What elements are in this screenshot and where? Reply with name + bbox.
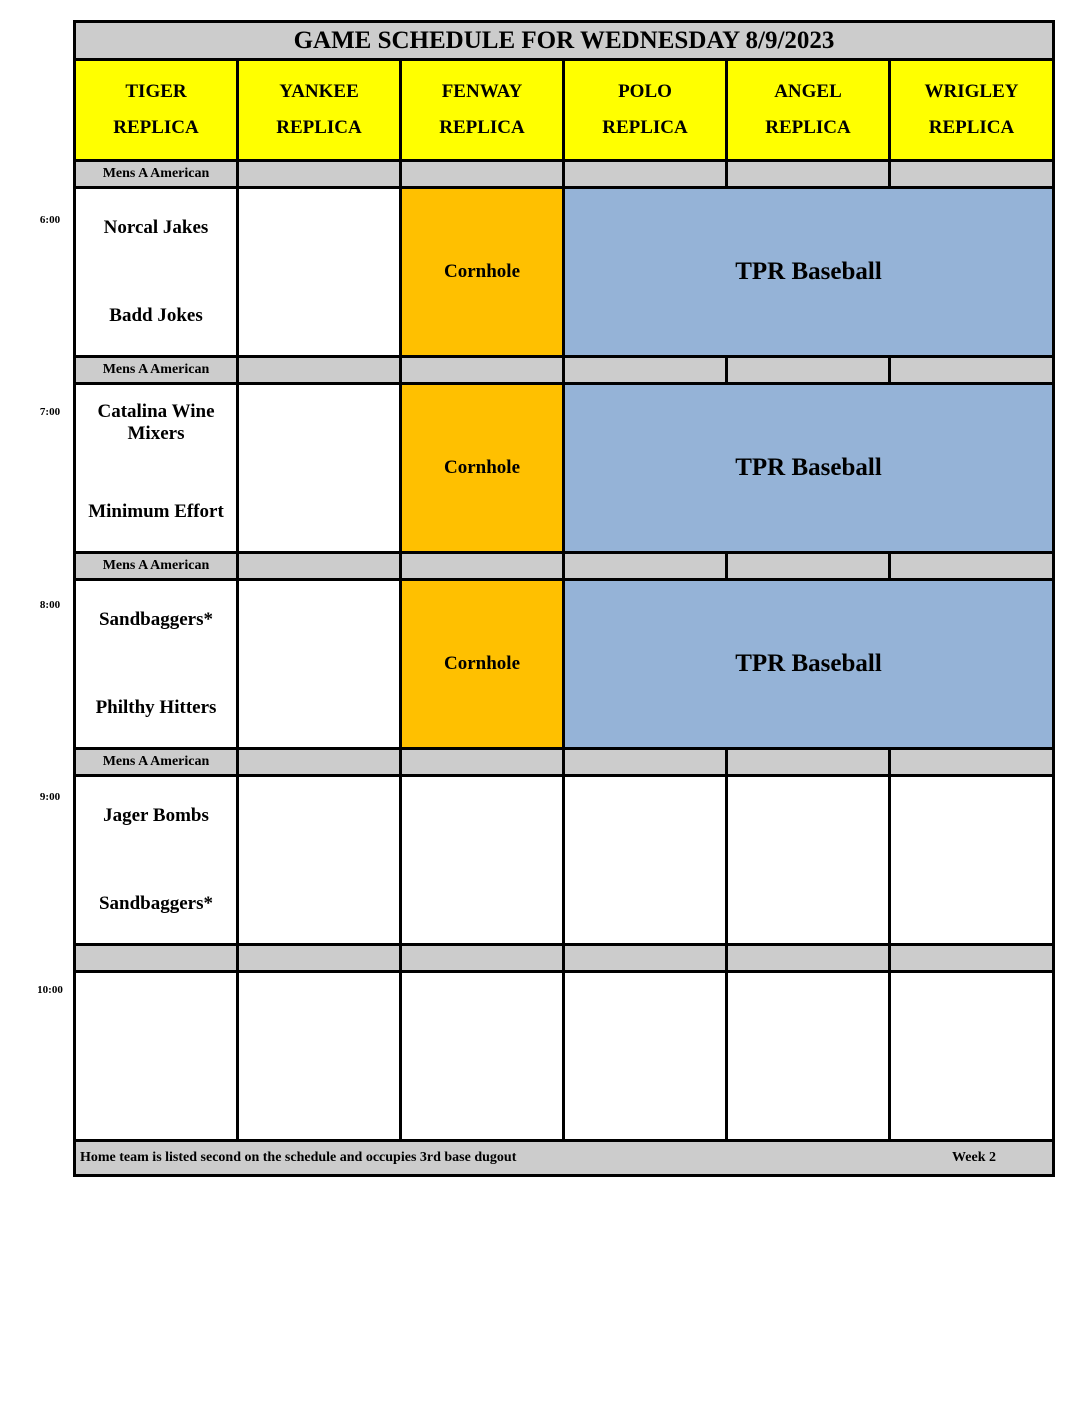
time-label: 7:00	[39, 406, 61, 418]
time-label: 10:00	[37, 984, 63, 996]
field-sub: REPLICA	[602, 117, 688, 138]
field-sub: REPLICA	[765, 117, 851, 138]
field-name: YANKEE	[279, 81, 359, 102]
empty-cell	[565, 777, 728, 943]
home-team: Badd Jokes	[109, 305, 203, 326]
week-label: Week 2	[952, 1150, 996, 1165]
empty-cell	[728, 777, 891, 943]
field-header-fenway	[402, 61, 565, 159]
empty-cell	[728, 973, 891, 1139]
slot-row-8	[76, 581, 1052, 750]
division-label: Mens A American	[76, 358, 239, 382]
away-team: Sandbaggers*	[98, 609, 214, 630]
field-header-angel	[728, 61, 891, 159]
matchup-cell	[76, 581, 239, 747]
slot-row-7	[76, 385, 1052, 554]
slot-row-10	[76, 973, 1052, 1142]
away-team: Norcal Jakes	[103, 217, 209, 238]
away-team: Catalina Wine Mixers	[97, 401, 215, 444]
division-row	[76, 162, 1052, 189]
empty-cell	[239, 777, 402, 943]
field-name: FENWAY	[441, 81, 523, 102]
matchup-cell	[76, 189, 239, 355]
division-label: Mens A American	[76, 750, 239, 774]
time-label: 8:00	[39, 599, 61, 611]
field-name: WRIGLEY	[924, 81, 1019, 102]
field-sub: REPLICA	[928, 117, 1015, 138]
tpr-baseball-cell: TPR Baseball	[565, 581, 1052, 747]
footer-note: Home team is listed second on the schedule and occupies 3rd base dugout	[80, 1150, 517, 1165]
home-team: Philthy Hitters	[95, 697, 217, 718]
empty-cell	[565, 973, 728, 1139]
empty-cell	[239, 385, 402, 551]
empty-cell	[239, 189, 402, 355]
empty-cell	[76, 973, 239, 1139]
field-header-yankee	[239, 61, 402, 159]
field-name: TIGER	[125, 81, 187, 102]
empty-cell	[402, 973, 565, 1139]
empty-cell	[891, 777, 1052, 943]
empty-cell	[402, 777, 565, 943]
field-header-polo	[565, 61, 728, 159]
division-row	[76, 750, 1052, 777]
division-label: Mens A American	[76, 554, 239, 578]
tpr-baseball-cell: TPR Baseball	[565, 385, 1052, 551]
field-header-row	[76, 61, 1052, 162]
away-team: Jager Bombs	[103, 805, 209, 826]
cornhole-cell: Cornhole	[402, 189, 565, 355]
cornhole-cell: Cornhole	[402, 581, 565, 747]
empty-cell	[891, 973, 1052, 1139]
tpr-baseball-cell: TPR Baseball	[565, 189, 1052, 355]
field-sub: REPLICA	[113, 117, 199, 138]
division-row	[76, 946, 1052, 973]
division-label	[76, 946, 239, 970]
field-name: POLO	[618, 81, 672, 102]
footer-bar	[76, 1142, 1052, 1174]
time-label: 6:00	[39, 214, 61, 226]
matchup-cell	[76, 385, 239, 551]
slot-row-9	[76, 777, 1052, 946]
slot-row-6	[76, 189, 1052, 358]
schedule-table	[73, 20, 1055, 1177]
field-header-wrigley	[891, 61, 1052, 159]
field-sub: REPLICA	[439, 117, 525, 138]
home-team: Minimum Effort	[88, 501, 224, 522]
division-row	[76, 358, 1052, 385]
schedule-title: GAME SCHEDULE FOR WEDNESDAY 8/9/2023	[76, 23, 1052, 61]
division-row	[76, 554, 1052, 581]
time-label: 9:00	[39, 791, 61, 803]
division-label: Mens A American	[76, 162, 239, 186]
field-name: ANGEL	[774, 81, 842, 102]
home-team: Sandbaggers*	[98, 893, 214, 914]
cornhole-cell: Cornhole	[402, 385, 565, 551]
field-header-tiger	[76, 61, 239, 159]
empty-cell	[239, 973, 402, 1139]
empty-cell	[239, 581, 402, 747]
field-sub: REPLICA	[276, 117, 362, 138]
matchup-cell	[76, 777, 239, 943]
